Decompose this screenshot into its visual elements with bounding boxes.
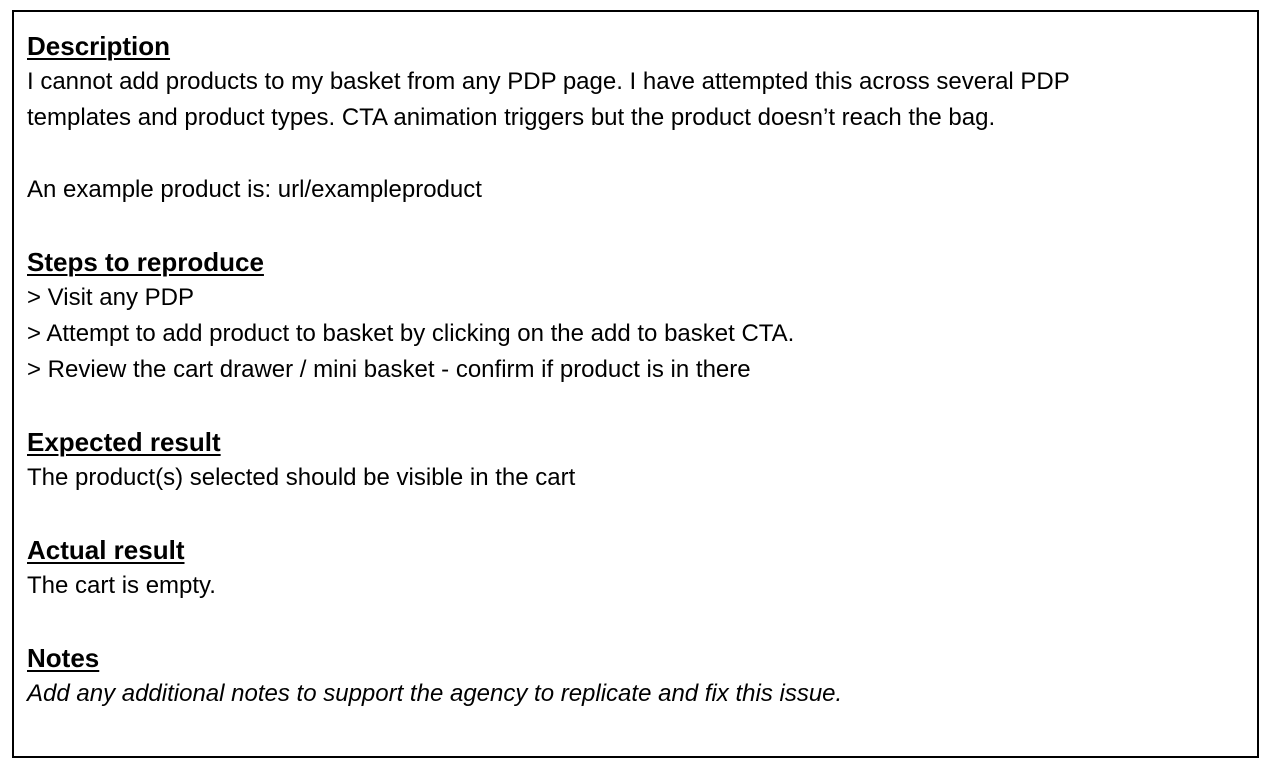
notes-text: Add any additional notes to support the agency to replicate and fix this issue. [27, 680, 843, 707]
step-item-2: > Attempt to add product to basket by clicking on the add to basket CTA. [27, 320, 795, 347]
description-heading: Description [27, 31, 171, 61]
spacer [27, 136, 1245, 172]
notes-heading: Notes [27, 643, 100, 673]
spacer [27, 388, 1245, 424]
actual-result-text: The cart is empty. [27, 572, 216, 599]
example-product-line: An example product is: url/exampleproduct [27, 176, 482, 203]
actual-result-heading: Actual result [27, 535, 185, 565]
description-line-2: templates and product types. CTA animation triggers but the product doesn’t reach the bag. [27, 104, 996, 131]
spacer [27, 496, 1245, 532]
description-line-1: I cannot add products to my basket from any PDP page. I have attempted this across several PDP [27, 68, 1070, 95]
expected-result-text: The product(s) selected should be visible in the cart [27, 464, 576, 491]
steps-heading: Steps to reproduce [27, 247, 264, 277]
step-item-3: > Review the cart drawer / mini basket - confirm if product is in there [27, 356, 751, 383]
expected-result-heading: Expected result [27, 427, 221, 457]
step-item-1: > Visit any PDP [27, 284, 194, 311]
spacer [27, 604, 1245, 640]
bug-report-box [12, 10, 1259, 758]
spacer [27, 208, 1245, 244]
